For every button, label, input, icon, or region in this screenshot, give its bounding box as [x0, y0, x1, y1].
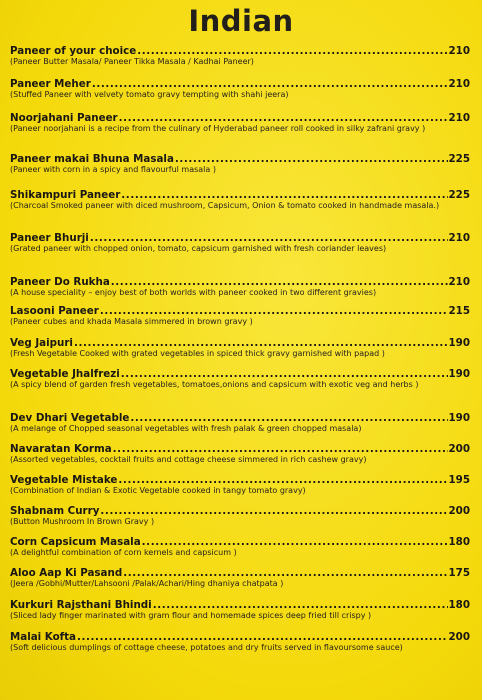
dot-leader	[153, 599, 448, 611]
item-name: Navaratan Korma	[10, 443, 112, 455]
item-name: Dev Dhari Vegetable	[10, 412, 130, 424]
item-description: (Sliced lady finger marinated with gram flour and homemade spices deep fried till crispy )	[10, 611, 372, 620]
dot-leader	[142, 536, 448, 548]
item-name: Corn Capsicum Masala	[10, 536, 141, 548]
dot-leader	[118, 474, 447, 486]
dot-leader	[100, 505, 447, 517]
menu-item	[10, 153, 470, 189]
item-price: 225	[448, 153, 470, 165]
dot-leader	[175, 153, 448, 165]
item-price: 225	[448, 189, 470, 201]
menu-item	[10, 443, 470, 474]
menu-item-list	[10, 45, 470, 673]
item-name: Veg Jaipuri	[10, 337, 73, 349]
item-price: 190	[448, 412, 470, 424]
item-description: (Jeera /Gobhi/Mutter/Lahsooni /Palak/Achari/Hing dhaniya chatpata )	[10, 579, 284, 588]
item-price: 190	[448, 368, 470, 380]
dot-leader	[77, 631, 447, 643]
item-description: (Combination of Indian & Exotic Vegetable cooked in tangy tomato gravy)	[10, 486, 306, 495]
menu-item	[10, 305, 470, 337]
menu-item	[10, 276, 470, 305]
dot-leader	[130, 412, 447, 424]
item-price: 215	[448, 305, 470, 317]
item-name: Malai Kofta	[10, 631, 77, 643]
item-price: 210	[448, 232, 470, 244]
item-description: (Paneer with corn in a spicy and flavourful masala )	[10, 165, 216, 174]
item-price: 195	[448, 474, 470, 486]
menu-item	[10, 189, 470, 232]
item-name: Paneer makai Bhuna Masala	[10, 153, 174, 165]
item-name: Shikampuri Paneer	[10, 189, 121, 201]
menu-item	[10, 45, 470, 78]
item-description: (Paneer noorjahani is a recipe from the culinary of Hyderabad paneer roll cooked in silky zafrani gravy )	[10, 124, 426, 133]
item-description: (Stuffed Paneer with velvety tomato gravy tempting with shahi jeera)	[10, 90, 289, 99]
dot-leader	[74, 337, 448, 349]
item-description: (A delightful combination of corn kernels and capsicum )	[10, 548, 237, 557]
item-name: Paneer Meher	[10, 78, 91, 90]
dot-leader	[121, 189, 447, 201]
item-description: (Grated paneer with chopped onion, tomato, capsicum garnished with fresh coriander leaves)	[10, 244, 387, 253]
item-description: (Charcoal Smoked paneer with diced mushroom, Capsicum, Onion & tomato cooked in handmade masala.)	[10, 201, 440, 210]
dot-leader	[113, 443, 448, 455]
item-description: (Fresh Vegetable Cooked with grated vegetables in spiced thick gravy garnished with papad )	[10, 349, 385, 358]
item-description: (Paneer cubes and khada Masala simmered in brown gravy )	[10, 317, 253, 326]
item-description: (Soft delicious dumplings of cottage cheese, potatoes and dry fruits served in flavoursome sauce)	[10, 643, 403, 652]
item-description: (Paneer Butter Masala/ Paneer Tikka Masala / Kadhai Paneer)	[10, 57, 254, 66]
menu-item	[10, 567, 470, 599]
item-description: (Button Mushroom In Brown Gravy )	[10, 517, 155, 526]
dot-leader	[92, 78, 448, 90]
menu-title: Indian	[188, 4, 294, 38]
menu-item	[10, 337, 470, 368]
item-price: 200	[448, 505, 470, 517]
item-price: 210	[448, 276, 470, 288]
item-price: 175	[448, 567, 470, 579]
dot-leader	[123, 567, 447, 579]
dot-leader	[90, 232, 448, 244]
menu-item	[10, 599, 470, 631]
item-name: Paneer of your choice	[10, 45, 137, 57]
item-description: (A house speciality – enjoy best of both worlds with paneer cooked in two different gravies)	[10, 288, 377, 297]
menu-item	[10, 505, 470, 536]
item-description: (A melange of Chopped seasonal vegetables with fresh palak & green chopped masala)	[10, 424, 362, 433]
item-name: Noorjahani Paneer	[10, 112, 118, 124]
menu-item	[10, 112, 470, 153]
menu-item	[10, 412, 470, 443]
menu-item	[10, 368, 470, 412]
item-name: Kurkuri Rajsthani Bhindi	[10, 599, 152, 611]
item-price: 200	[448, 443, 470, 455]
dot-leader	[100, 305, 448, 317]
item-price: 200	[448, 631, 470, 643]
item-name: Paneer Bhurji	[10, 232, 89, 244]
dot-leader	[119, 112, 448, 124]
menu-item	[10, 474, 470, 505]
item-name: Paneer Do Rukha	[10, 276, 110, 288]
dot-leader	[137, 45, 447, 57]
item-price: 190	[448, 337, 470, 349]
item-name: Vegetable Mistake	[10, 474, 118, 486]
item-price: 210	[448, 112, 470, 124]
item-name: Vegetable Jhalfrezi	[10, 368, 120, 380]
item-description: (Assorted vegetables, cocktail fruits and cottage cheese simmered in rich cashew gravy)	[10, 455, 367, 464]
dot-leader	[121, 368, 448, 380]
menu-item	[10, 631, 470, 673]
item-price: 180	[448, 536, 470, 548]
item-name: Aloo Aap Ki Pasand	[10, 567, 123, 579]
item-description: (A spicy blend of garden fresh vegetables, tomatoes,onions and capsicum with exotic veg and herbs )	[10, 380, 419, 389]
item-name: Shabnam Curry	[10, 505, 100, 517]
item-price: 210	[448, 78, 470, 90]
item-price: 210	[448, 45, 470, 57]
item-price: 180	[448, 599, 470, 611]
dot-leader	[111, 276, 448, 288]
item-name: Lasooni Paneer	[10, 305, 99, 317]
menu-item	[10, 78, 470, 112]
menu-item	[10, 232, 470, 276]
menu-item	[10, 536, 470, 567]
